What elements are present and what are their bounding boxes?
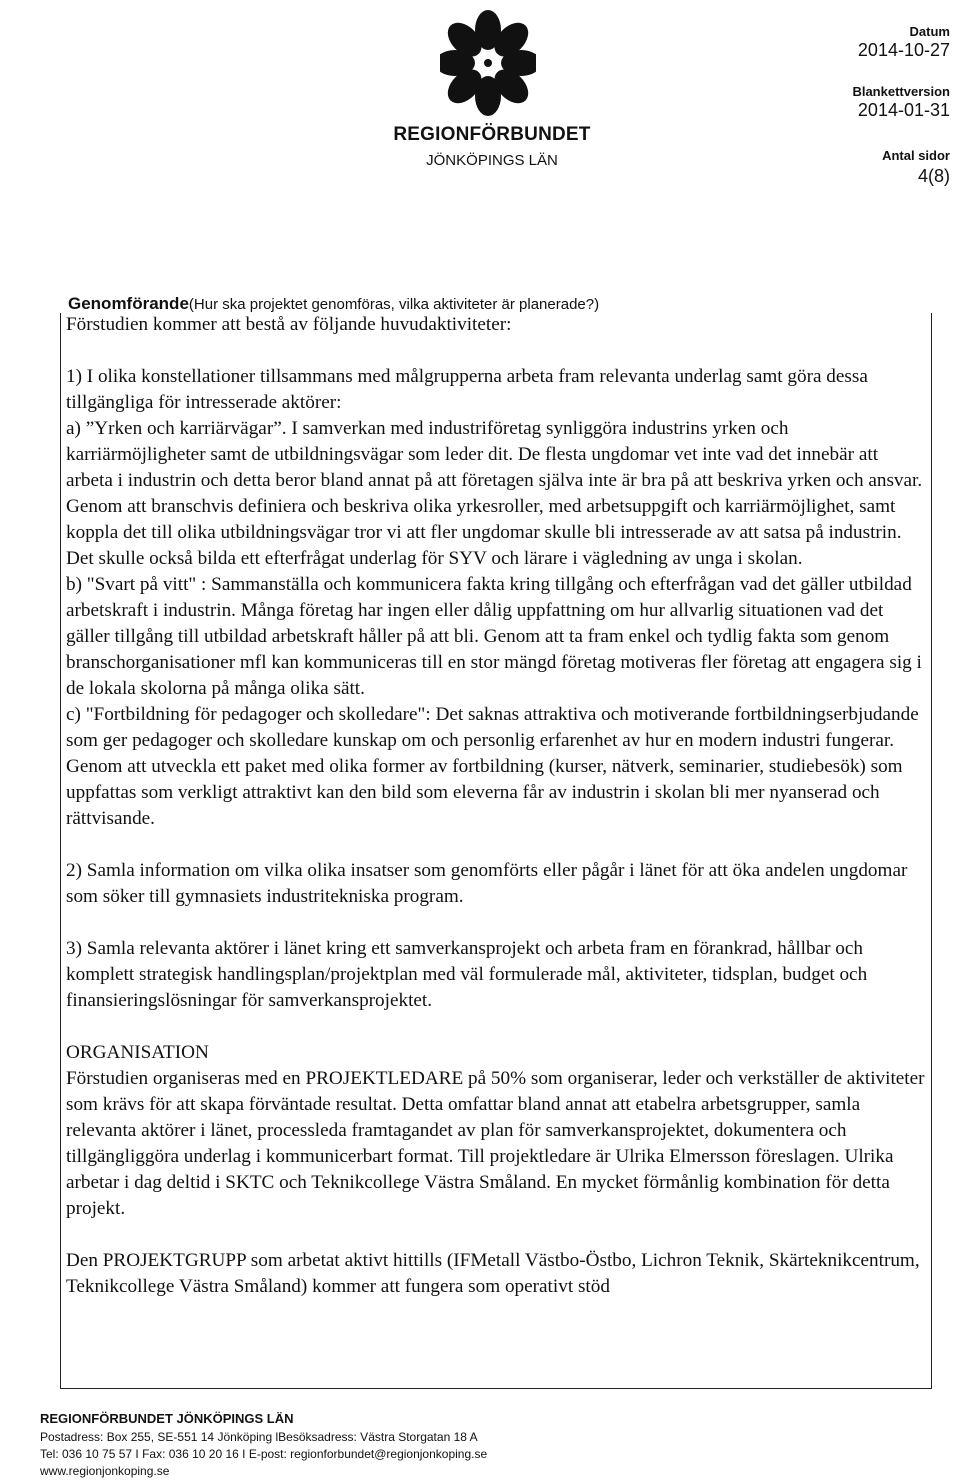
org-name: REGIONFÖRBUNDET [393,124,591,145]
paragraph: 3) Samla relevanta aktörer i länet kring ett samverkansprojekt och arbeta fram en förankrad, hållbar och komplett strategisk handlingsplan/projektplan med väl formulerade mål, aktiviteter, tidsplan, budget och finansieringslösningar för samverkansprojektet. [66,938,868,1011]
blankett-value: 2014-01-31 [857,100,950,120]
regionforbundet-logo-icon [440,8,536,118]
spacer [66,1014,926,1040]
paragraph: Den PROJEKTGRUPP som arbetat aktivt hittills (IFMetall Västbo-Östbo, Lichron Teknik, Skärteknikcentrum, Teknikcollege Västra Småland) kommer att fungera som operativt stöd [66,1250,920,1297]
blankett-label: Blankettversion [852,84,950,99]
datum-value: 2014-10-27 [857,40,950,60]
datum-label: Datum [909,24,950,39]
paragraph: 2) Samla information om vilka olika insatser som genomförts eller pågår i länet för att öka andelen ungdomar som söker till gymnasiets industritekniska program. [66,860,908,907]
antal-sidor-value: 4(8) [917,166,950,186]
body-text [66,312,926,1300]
footer [40,1410,487,1480]
section-heading-bold: Genomförande [68,294,189,313]
spacer [66,338,926,364]
paragraph: b) "Svart på vitt" : Sammanställa och kommunicera fakta kring tillgång och efterfrågan vad det gäller utbildad arbetskraft i industrin. Många företag har ingen eller dålig uppfattning om hur allvarlig situationen vad det gäller tillgång till utbildad arbetskraft håller på att bli. Genom att ta fram enkel och tydlig fakta som genom branschorganisationer mfl kan kommuniceras till en stor mängd företag motiveras fler företag att engagera sig i de lokala skolorna på många olika sätt. [66,574,922,699]
footer-contact: Tel: 036 10 75 57 I Fax: 036 10 20 16 I E-post: regionforbundet@regionjonkoping.se [40,1447,488,1461]
footer-address: Postadress: Box 255, SE-551 14 Jönköping lBesöksadress: Västra Storgatan 18 A [40,1430,478,1444]
paragraph: a) ”Yrken och karriärvägar”. I samverkan med industriföretag synliggöra industrins yrken och karriärmöjligheter samt de utbildningsvägar som leder dit. De flesta ungdomar vet inte vad det innebär att arbeta i industrin och detta beror bland annat på att företagen själva inte är bra på att beskriva yrken och ansvar. Genom att branschvis definiera och beskriva olika yrkesroller, med arbetsuppgift och karriärmöjlighet, samt koppla det till olika utbildningsvägar tror vi att fler ungdomar skulle bli intresserade av att satsa på industrin. [66,418,923,543]
paragraph: Förstudien kommer att bestå av följande huvudaktiviteter: [66,314,512,335]
antal-sidor-label: Antal sidor [882,148,950,163]
section-heading [68,294,599,314]
paragraph: Förstudien organiseras med en PROJEKTLEDARE på 50% som organiserar, leder och verkställer de aktiviteter som krävs för att skapa förväntade resultat. Detta omfattar bland annat att etabelra arbetsgrupper, samla relevanta aktörer i länet, processleda framtagandet av plan för samverkansprojektet, dokumentera och tillgängliggöra underlag i kommunicerbart format. Till projektledare är Ulrika Elmersson föreslagen. Ulrika arbetar i dag deltid i SKTC och Teknikcollege Västra Småland. En mycket förmånlig kombination för detta projekt. [66,1068,925,1219]
paragraph: c) "Fortbildning för pedagoger och skolledare": Det saknas attraktiva och motiverande fortbildningserbjudande som ger pedagoger och skolledare kunskap om och personlig erfarenhet av hur en modern industri fungerar. Genom att utveckla ett paket med olika former av fortbildning (kurser, nätverk, seminarier, studiebesök) som uppfattas som verkligt attraktivt kan den bild som eleverna får av industrin i skolan bli mer nyanserad och rättvisande. [66,704,919,829]
footer-title: REGIONFÖRBUNDET JÖNKÖPINGS LÄN [40,1411,294,1426]
paragraph: 1) I olika konstellationer tillsammans med målgrupperna arbeta fram relevanta underlag samt göra dessa tillgängliga för intresserade aktörer: [66,366,868,413]
org-subtitle: JÖNKÖPINGS LÄN [426,152,558,169]
spacer [66,910,926,936]
section-heading-rest: (Hur ska projektet genomföras, vilka aktiviteter är planerade?) [188,296,600,313]
organisation-heading: ORGANISATION [66,1042,209,1063]
spacer [66,1222,926,1248]
spacer [66,832,926,858]
footer-website-link[interactable]: www.regionjonkoping.se [40,1464,170,1478]
paragraph: Det skulle också bilda ett efterfrågat underlag för SYV och lärare i vägledning av unga i skolan. [66,548,803,569]
